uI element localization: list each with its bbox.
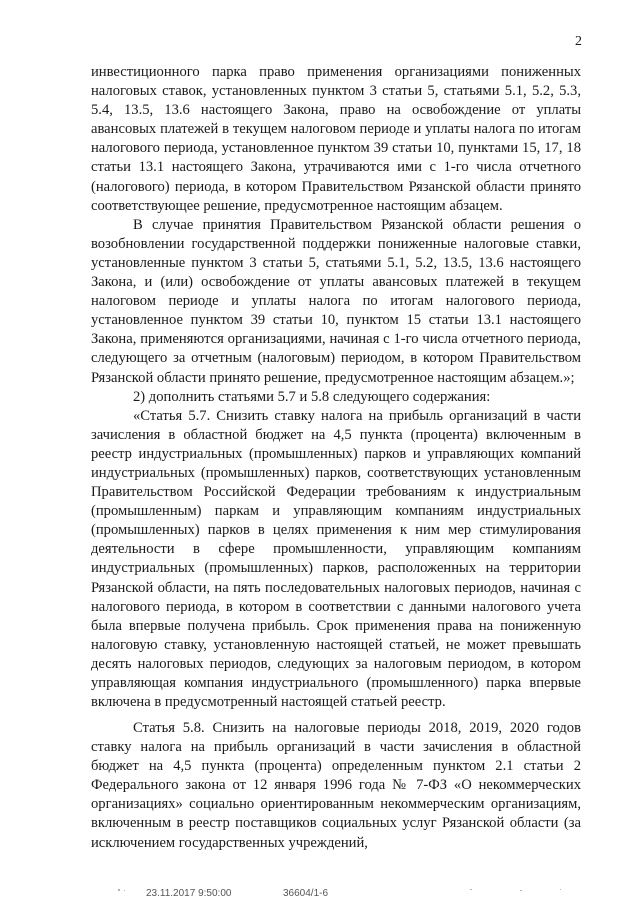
- scan-speck: [118, 889, 120, 891]
- paragraph: «Статья 5.7. Снизить ставку налога на прибыль организаций в части зачисления в областной бюджет на 4,5 пункта (процента) включенным в реестр индустриальных (промышленных) парков и управляющих компаний индустриальных (промышленных) парков, соответствующих установленным Правительством Российской Федерации требованиям к индустриальным (промышленным) паркам и управляющим компаниям индустриальных (промышленных) парков в целях применения к ним мер стимулирования деятельности в сфере промышленности, управляющим компаниям индустриальных (промышленных) парков, расположенных на территории Рязанской области, на пять последовательных налоговых периодов, начиная с налогового периода, в котором в соответствии с данными налогового учета была впервые получена прибыль. Срок применения права на пониженную налоговую ставку, установленную настоящей статьей, не может превышать десять налоговых периодов, следующих за налоговым периодом, в котором управляющая компания индустриального (промышленного) парка впервые включена в предусмотренный настоящей статьей реестр.: [91, 407, 581, 711]
- scan-speck: [124, 890, 125, 891]
- paragraph: Статья 5.8. Снизить на налоговые периоды 2018, 2019, 2020 годов ставку налога на прибыль организаций в части зачисления в областной бюджет на 4,5 пункта (процента) определенным пунктом 2.1 статьи 2 Федерального закона от 12 января 1996 года № 7-ФЗ «О некоммерческих организациях» социально ориентированным некоммерческим организациям, включенным в реестр поставщиков социальных услуг Рязанской области (за исключением государственных учреждений,: [91, 720, 581, 851]
- scan-speck: [520, 890, 522, 891]
- footer-doc-number: 36604/1-6: [283, 888, 329, 899]
- scan-speck: [470, 889, 472, 890]
- scan-footer: [0, 880, 640, 900]
- article-5-8-text: [91, 719, 581, 853]
- paragraph: 2) дополнить статьями 5.7 и 5.8 следующего содержания:: [133, 388, 491, 405]
- paragraph: В случае принятия Правительством Рязанской области решения о возобновлении государственной поддержки пониженные налоговые ставки, установленные пунктом 3 статьи 5, статьями 5.1, 5.2, 13.5, 13.6 настоящего Закона, и (или) освобождение от уплаты авансовых платежей в текущем налоговом периоде и уплаты налога по итогам налогового периода, установленное пунктом 39 статьи 10, пунктом 15 статьи 13.1 настоящего Закона, применяются организациями, начиная с 1-го числа отчетного периода, следующего за отчетным (налоговым) периодом, в котором Правительством Рязанской области принято решение, предусмотренное настоящим абзацем.»;: [91, 216, 581, 386]
- page-number: 2: [575, 34, 582, 49]
- main-text: [91, 63, 581, 712]
- scan-speck: [560, 889, 561, 890]
- paragraph: инвестиционного парка право применения организациями пониженных налоговых ставок, установленных пунктом 3 статьи 5, статьями 5.1, 5.2, 5.3, 5.4, 13.5, 13.6 настоящего Закона, право на освобождение от уплаты авансовых платежей в текущем налоговом периоде и уплаты налога по итогам налогового периода, установленное пунктом 39 статьи 10, пунктами 15, 17, 18 статьи 13.1 настоящего Закона, утрачиваются ими с 1-го числа отчетного (налогового) периода, в котором Правительством Рязанской области принято соответствующее решение, предусмотренное настоящим абзацем.: [91, 64, 581, 214]
- footer-timestamp: 23.11.2017 9:50:00: [146, 888, 232, 899]
